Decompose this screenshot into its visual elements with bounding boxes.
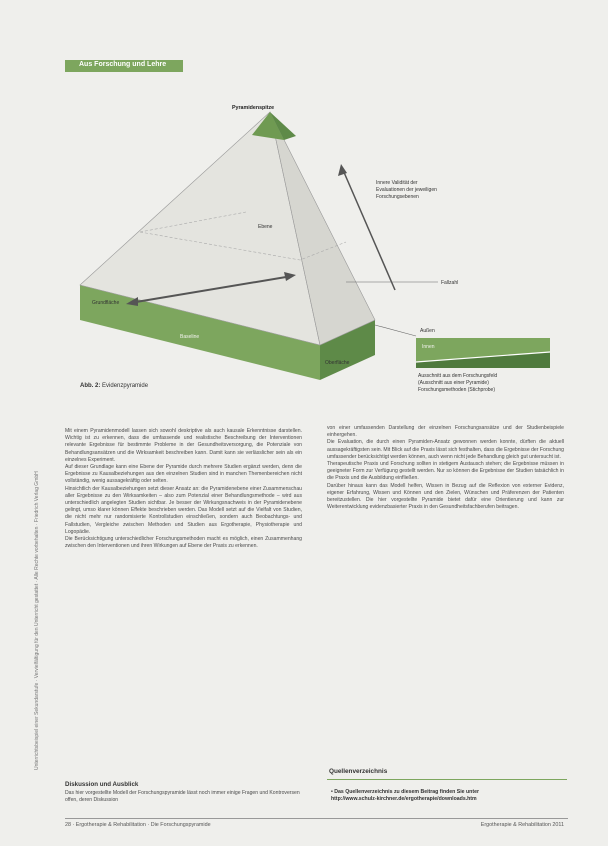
sources-link[interactable]: http://www.schulz-kirchner.de/ergotherapie/downloads.htm — [331, 796, 477, 803]
footer-left-text: 28 · Ergotherapie & Rehabilitation · Die Forschungspyramide — [65, 822, 211, 828]
sources-body — [331, 789, 567, 804]
left-paragraph: Hinsichtlich der Kausalbeziehungen setzt dieser Ansatz an: die Pyramidenebene einer Zusammenschau aller Ergebnisse zu den Wirksamkeiten – also zum Potenzial einer Behandlungsmethode – wird aus unterschiedlich angelegten Studien sichtbar. Je besser der Wirkungsnachweis in der Pyramidenebene gelingt, umso klarer können Effekte beschrieben werden. Das Modell setzt auf die Vielfalt von Studien, die nicht mehr nur randomisierte Kontrollstudien einschließen, sondern auch Beobachtungs- und Fallstudien, Vergleiche zwischen Methoden und Studien aus Ergotherapie, Physiotherapie und Logopädie. — [65, 485, 302, 535]
figure-caption — [80, 383, 148, 389]
sources-heading: Quellenverzeichnis — [329, 768, 388, 775]
arrow-note-3: Forschungsebenen — [376, 194, 419, 200]
inset-note-1: Ausschnitt aus dem Forschungsfeld — [418, 373, 498, 379]
sources-divider — [327, 779, 567, 780]
arrow-note-2: Evaluationen der jeweiligen — [376, 187, 437, 193]
left-paragraph: Die Berücksichtigung unterschiedlicher Forschungsmethoden macht es möglich, einen Zusammenhang zwischen den Interventionen und ihren Wirkungen auf Ebene der Praxis zu erkennen. — [65, 536, 302, 550]
left-column — [65, 428, 302, 550]
right-paragraph: Therapeutische Praxis und Forschung sollten in stetigem Austausch stehen; die Ergebnisse müssen in geeigneter Form zur Verfügung gestellt werden. Nur so können die Ergebnisse der Studien tatsächlich in die Praxis und die Ausbildung einfließen. — [327, 461, 564, 482]
baseline-label: Baseline — [180, 334, 200, 340]
apex-label: Pyramidenspitze — [232, 105, 275, 111]
footer-right-text: Ergotherapie & Rehabilitation 2011 — [480, 822, 564, 828]
left-paragraph: Mit einem Pyramidenmodell lassen sich sowohl deskriptive als auch kausale Erkenntnisse darstellen. Wichtig ist zu erkennen, dass die umfassende und realistische Beschreibung der Interventionen relevante Ergebnisse für bestimmte Probleme in der Gesundheitsversorgung, die Potenziale von Behandlungsansätzen und die Wirksamkeit beschreiben kann. Damit kann sie verlässlicher sein als ein einzelnes Experiment. — [65, 428, 302, 463]
discussion-body: Das hier vorgestellte Modell der Forschungspyramide lässt noch immer einige Fragen und Kontroversen offen, deren Diskussion — [65, 790, 300, 804]
side-copyright-text: Unterrichtsbeispiel einer Sekundarstufe · Vervielfältigung für den Unterricht gestattet · Alle Rechte vorbehalten · Friedrich Verlag GmbH — [34, 471, 40, 770]
footer-divider — [65, 818, 568, 819]
left-paragraph: Auf dieser Grundlage kann eine Ebene der Pyramide durch mehrere Studien ergänzt werden, denn die Ergebnisse zu Kausalbeziehungen aus den einzelnen Studien sind in manchen Themenbereichen nicht vollständig, wenig aussagekräftig oder selten. — [65, 464, 302, 485]
pyramid-figure — [60, 100, 560, 400]
inset-top-label: Außen — [420, 328, 435, 334]
right-paragraph: Darüber hinaus kann das Modell helfen, Wissen in Bezug auf die Reflexion von externer Evidenz, eigener Erfahrung, Wissen und Können und den Zielen, Wünschen und Präferenzen der Patienten bereitzustellen. Die hier vorgestellte Pyramide bietet dafür eine Orientierung und kann zur Weiterentwicklung evidenzbasierter Praxis in den Gesundheitsfachberufen beitragen. — [327, 482, 564, 511]
level-right-label: Fallzahl — [441, 280, 459, 286]
inset-note-2: (Ausschnitt aus einer Pyramide) — [418, 380, 489, 386]
inset-note-3: Forschungsmethoden (Stichprobe) — [418, 387, 495, 393]
level-label: Ebene — [258, 224, 273, 230]
surface-label: Oberfläche — [325, 360, 350, 366]
sources-line: • Das Quellenverzeichnis zu diesem Beitrag finden Sie unter — [331, 789, 479, 795]
right-paragraph: Die Evaluation, die durch einen Pyramiden-Ansatz gewonnen werden konnte, dürften die aktuell aussagekräftigsten sein. Mit Blick auf die Praxis lässt sich festhalten, dass die Ergebnisse der Forschung umfassender berücksichtigt werden können, auch wenn nicht jede Behandlung gleich gut untersucht ist. — [327, 439, 564, 460]
right-column — [327, 425, 564, 511]
right-paragraph: von einer umfassenden Darstellung der einzelnen Forschungsansätze und der Studienbeispiele einhergehen. — [327, 425, 564, 439]
figure-caption-label: Abb. 2: — [80, 383, 101, 389]
inset-mid-label: Innen — [422, 344, 435, 350]
section-header-bar — [65, 60, 183, 72]
discussion-heading: Diskussion und Ausblick — [65, 781, 139, 788]
arrow-note-1: Innere Validität der — [376, 180, 418, 186]
figure-caption-text: Evidenzpyramide — [102, 383, 149, 389]
ground-label: Grundfläche — [92, 300, 120, 306]
section-header-label: Aus Forschung und Lehre — [79, 61, 167, 68]
